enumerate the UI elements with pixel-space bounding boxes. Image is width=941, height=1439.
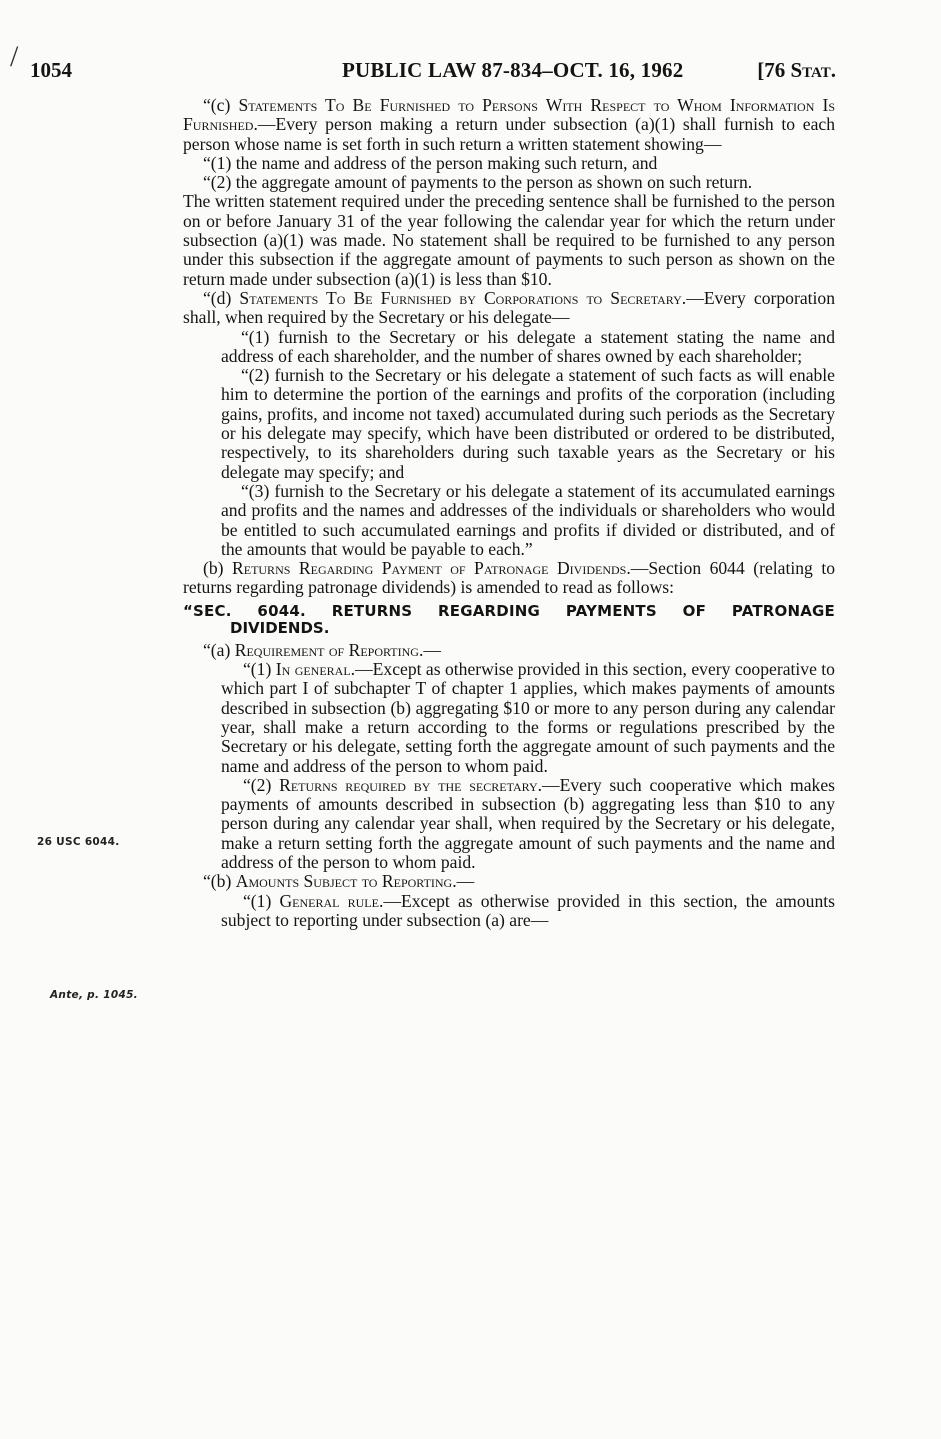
heading-bb: Amounts Subject to Reporting.	[235, 871, 457, 892]
clause-d-3: “(3) furnish to the Secretary or his delegate a statement of its accumulated earnings and profits and the names and addresses of the individuals or shareholders who would be entitled to such accumulated earnings and profits if divided or distributed, and of the amounts that would be payable to each.”	[221, 480, 835, 559]
running-title: PUBLIC LAW 87-834–OCT. 16, 1962	[342, 58, 684, 82]
body-text	[183, 96, 835, 930]
heading-a-1: In general.	[275, 659, 356, 680]
heading-b-1: General rule.	[279, 890, 384, 911]
paragraph-d: “(d) Statements To Be Furnished by Corporations to Secretary.—Every corporation shall, when required by the Secretary or his delegate—	[183, 287, 836, 328]
statute-reference: [76 Stat.	[757, 58, 836, 82]
heading-c: Statements To Be Furnished to Persons With Respect to Whom Information Is Furnished.	[183, 95, 835, 135]
clause-b-1: “(1) General rule.—Except as otherwise provided in this section, the amounts subject to reporting under subsection (a) are—	[221, 890, 835, 930]
page-header	[30, 58, 836, 86]
section-6044-heading: “SEC. 6044. RETURNS REGARDING PAYMENTS OF PATRONAGE	[183, 601, 835, 620]
paragraph-c: “(c) Statements To Be Furnished to Persons With Respect to Whom Information Is Furnished.—Every person making a return under subsection (a)(1) shall furnish to each person whose name is set forth in such return a written statement showing—	[183, 95, 835, 154]
margin-note-usc-6044: 26 USC 6044.	[37, 836, 120, 848]
page-number: 1054	[30, 58, 72, 82]
heading-a-2: Returns required by the secretary.	[279, 774, 543, 795]
subsection-a: “(a) Requirement of Reporting.—	[203, 639, 441, 660]
clause-a-1: “(1) In general.—Except as otherwise provided in this section, every cooperative to which part I of subchapter T of chapter 1 applies, which makes payments of amounts described in subsection (b) aggregating $10 or more to any person during any calendar year, shall make a return according to the forms or regulations prescribed by the Secretary or his delegate, setting forth the aggregate amount of such payments and the name and address of the person to whom paid.	[221, 659, 835, 776]
section-6044-heading-cont: DIVIDENDS.	[230, 618, 330, 637]
clause-c-2: “(2) the aggregate amount of payments to the person as shown on such return.	[203, 172, 753, 193]
heading-b: Returns Regarding Payment of Patronage Dividends.	[232, 558, 631, 579]
subsection-b: “(b) Amounts Subject to Reporting.—	[203, 871, 475, 892]
paragraph-b: (b) Returns Regarding Payment of Patronage Dividends.—Section 6044 (relating to returns regarding patronage dividends) is amended to read as follows:	[183, 558, 836, 598]
heading-a: Requirement of Reporting.	[234, 639, 424, 660]
scan-pen-mark: /	[10, 40, 19, 73]
clause-d-1: “(1) furnish to the Secretary or his delegate a statement stating the name and address of each shareholder, and the number of shares owned by each shareholder;	[221, 326, 835, 366]
clause-c-1: “(1) the name and address of the person making such return, and	[203, 152, 658, 173]
margin-note-ante: Ante, p. 1045.	[50, 989, 138, 1001]
heading-d: Statements To Be Furnished by Corporations to Secretary.	[239, 287, 687, 308]
clause-d-2: “(2) furnish to the Secretary or his delegate a statement of such facts as will enable him to determine the portion of the earnings and profits of the corporation (including gains, profits, and income not taxed) accumulated during such periods as the Secretary or his delegate may specify, which have been distributed or ordered to be distributed, respectively, to its shareholders during such taxable years as the Secretary or his delegate may specify; and	[221, 365, 835, 482]
paragraph-c-continuation: The written statement required under the preceding sentence shall be furnished to the person on or before January 31 of the year following the calendar year for which the return under subsection (a)(1) was made. No statement shall be required to be furnished to any person under this subsection if the aggregate amount of payments to such person as shown on the return made under subsection (a)(1) is less than $10.	[183, 191, 835, 289]
clause-a-2: “(2) Returns required by the secretary.—Every such cooperative which makes payments of amounts described in subsection (b) aggregating less than $10 to any person during any calendar year shall, when required by the Secretary or his delegate, make a return setting forth the aggregate amount of such payments and the name and address of the person to whom paid.	[221, 774, 835, 872]
